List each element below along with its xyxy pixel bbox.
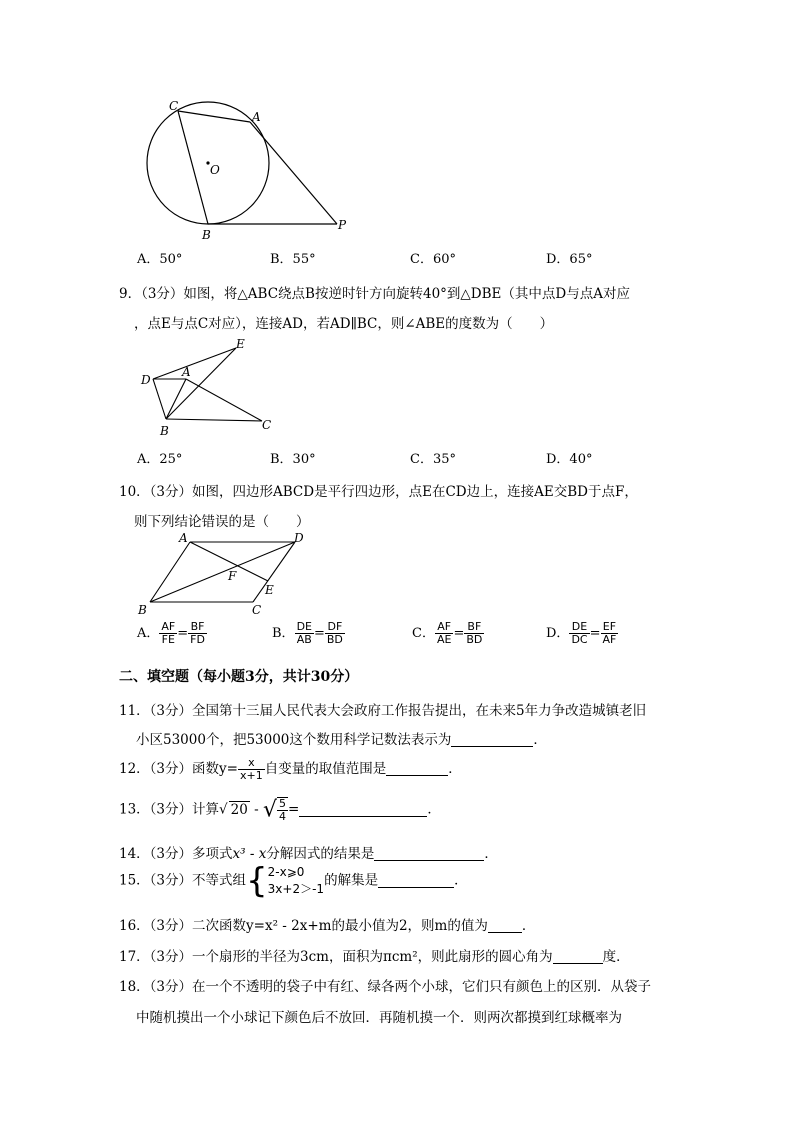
q10-line2: 则下列结论错误的是（ ） — [134, 514, 310, 530]
q10-label-D: D — [294, 531, 304, 545]
q10-option-a: A． $\frac{AF}{FE}$ = $\frac{BF}{FD}$ — [137, 620, 205, 646]
q17-blank[interactable] — [553, 949, 603, 964]
q8-label-B: B — [202, 228, 211, 242]
q9-option-c: C．35° — [410, 452, 456, 467]
q8-figure — [140, 95, 360, 245]
q8-label-O: O — [210, 163, 220, 177]
q10-line1: 10．（3分）如图，四边形ABCD是平行四边形，点E在CD边上，连接AE交BD于点F， — [119, 484, 638, 500]
q18-line2: 中随机摸出一个小球记下颜色后不放回．再随机摸一个．则两次都摸到红球概率为 — [136, 1010, 622, 1026]
q9-line2: ，点E与点C对应），连接AD，若AD∥BC，则∠ABE的度数为（ ） — [134, 316, 554, 332]
q8-label-P: P — [338, 218, 347, 232]
q16-line: 16．（3分）二次函数y=x² - 2x+m的最小值为2，则m的值为 ． — [119, 918, 536, 934]
q10-label-B: B — [138, 603, 147, 617]
q8-option-d: D．65° — [546, 252, 593, 267]
q14-blank[interactable] — [374, 846, 484, 861]
q12-line: 12．（3分）函数y= $\frac{x}{x+1}$ 自变量的取值范围是 ． — [119, 756, 462, 782]
q11-line2: 小区53000个，把53000这个数用科学记数法表示为 ． — [136, 732, 547, 748]
q9-option-d: D．40° — [546, 452, 593, 467]
q8-label-A: A — [252, 110, 261, 124]
q9-line1: 9．（3分）如图，将△ABC绕点B按逆时针方向旋转40°到△DBE（其中点D与点A对应 — [119, 286, 630, 302]
section-heading-fill-in: 二、填空题（每小题3分，共计30分） — [119, 669, 359, 685]
q10-label-E: E — [265, 583, 274, 597]
q18-line1: 18．（3分）在一个不透明的袋子中有红、绿各两个小球，它们只有颜色上的区别．从袋子 — [119, 979, 652, 995]
q17-line: 17．（3分）一个扇形的半径为3cm，面积为πcm²，则此扇形的圆心角为 度． — [119, 949, 630, 965]
q8-option-b: B．55° — [270, 252, 316, 267]
q10-label-C: C — [252, 603, 262, 617]
q13-line: 13．（3分）计算√ 20 - √ $\frac{5}{4}$ = ． — [119, 797, 441, 823]
q8-label-C: C — [169, 99, 179, 113]
q11-line1: 11．（3分）全国第十三届人民代表大会政府工作报告提出，在未来5年力争改造城镇老旧 — [119, 703, 647, 719]
q9-label-E: E — [236, 337, 245, 351]
q9-label-C: C — [262, 418, 272, 432]
q15-blank[interactable] — [378, 873, 454, 888]
q9-label-B: B — [160, 424, 169, 438]
q10-option-d: D． $\frac{DE}{DC}$ = $\frac{EF}{AF}$ — [546, 620, 617, 646]
q9-label-D: D — [141, 373, 151, 387]
q10-figure — [133, 530, 318, 620]
q9-label-A: A — [182, 365, 191, 379]
q14-line: 14．（3分）多项式x³ - x分解因式的结果是 ． — [119, 846, 498, 862]
q10-label-A: A — [179, 531, 188, 545]
q13-blank[interactable] — [299, 802, 427, 817]
q15-line: 15．（3分）不等式组{ 2-x⩾0 3x+2＞-1 的解集是 ． — [119, 861, 468, 901]
q8-option-c: C．60° — [410, 252, 456, 267]
q10-option-c: C． $\frac{AF}{AE}$ = $\frac{BF}{BD}$ — [412, 620, 483, 646]
q9-option-b: B．30° — [270, 452, 316, 467]
q10-option-b: B． $\frac{DE}{AB}$ = $\frac{DF}{BD}$ — [272, 620, 343, 646]
q16-blank[interactable] — [488, 918, 522, 933]
q12-blank[interactable] — [386, 761, 448, 776]
q8-option-a: A．50° — [137, 252, 183, 267]
q10-label-F: F — [228, 569, 237, 583]
q11-blank[interactable] — [451, 732, 533, 747]
q9-figure — [138, 336, 288, 441]
q9-option-a: A．25° — [137, 452, 183, 467]
